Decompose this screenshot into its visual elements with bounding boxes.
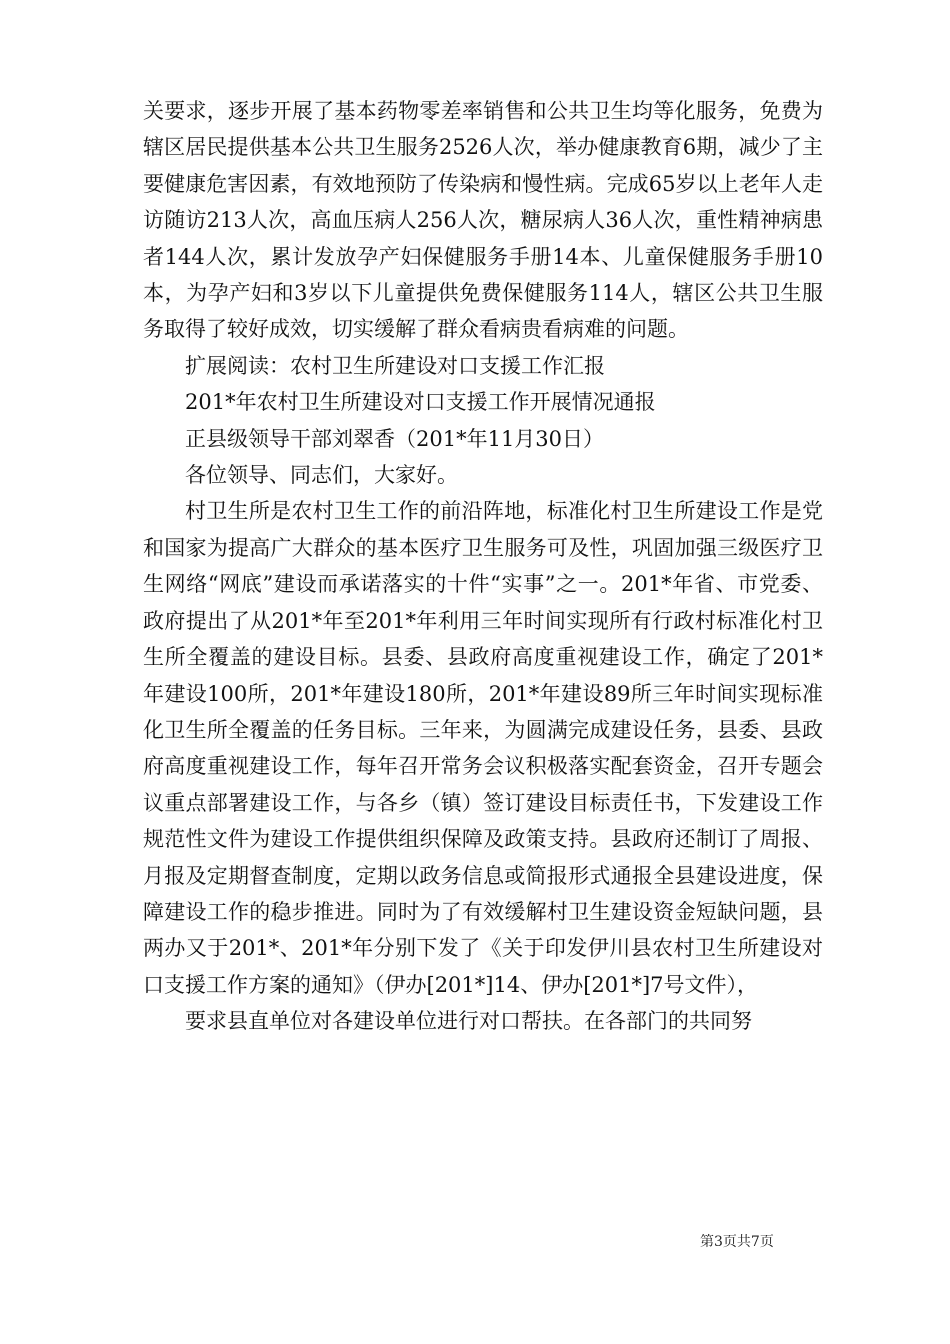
greeting: 各位领导、同志们，大家好。 xyxy=(185,463,458,488)
paragraph-clinic-construction: 村卫生所是农村卫生工作的前沿阵地，标准化村卫生所建设工作是党和国家为提高广大群众的基本医疗卫生服务可及性，巩固加强三级医疗卫生网络“网底”建设而承诺落实的十件“实事”之一。201*年省、市党委、政府提出了从201*年至201*年利用三年时间实现所有行政村标准化村卫生所全覆盖的建设目标。县委、县政府高度重视建设工作，确定了201*年建设100所，201*年建设180所，201*年建设89所三年时间实现标准化卫生所全覆盖的任务目标。三年来，为圆满完成建设任务，县委、县政府高度重视建设工作，每年召开常务会议积极落实配套资金，召开专题会议重点部署建设工作，与各乡（镇）签订建设目标责任书，下发建设工作规范性文件为建设工作提供组织保障及政策支持。县政府还制订了周报、月报及定期督查制度，定期以政务信息或简报形式通报全县建设进度，保障建设工作的稳步推进。同时为了有效缓解村卫生建设资金短缺问题，县两办又于201*、201*年分别下发了《关于印发伊川县农村卫生所建设对口支援工作方案的通知》（伊办[201*]14、伊办[201*]7号文件）， xyxy=(143,499,823,997)
document-body xyxy=(143,93,823,1040)
paragraph-support-request: 要求县直单位对各建设单位进行对口帮扶。在各部门的共同努 xyxy=(185,1009,752,1034)
extended-reading-title: 扩展阅读：农村卫生所建设对口支援工作汇报 xyxy=(185,353,605,378)
report-title: 201*年农村卫生所建设对口支援工作开展情况通报 xyxy=(185,390,656,415)
page-number-footer: 第3页共7页 xyxy=(700,1234,774,1250)
report-author-date: 正县级领导干部刘翠香（201*年11月30日） xyxy=(185,426,605,451)
paragraph-public-health-results: 关要求，逐步开展了基本药物零差率销售和公共卫生均等化服务，免费为辖区居民提供基本公共卫生服务2526人次，举办健康教育6期，减少了主要健康危害因素，有效地预防了传染病和慢性病。完成65岁以上老年人走访随访213人次，高血压病人256人次，糖尿病人36人次，重性精神病患者144人次，累计发放孕产妇保健服务手册14本、儿童保健服务手册10本，为孕产妇和3岁以下儿童提供免费保健服务114人，辖区公共卫生服务取得了较好成效，切实缓解了群众看病贵看病难的问题。 xyxy=(143,99,823,342)
